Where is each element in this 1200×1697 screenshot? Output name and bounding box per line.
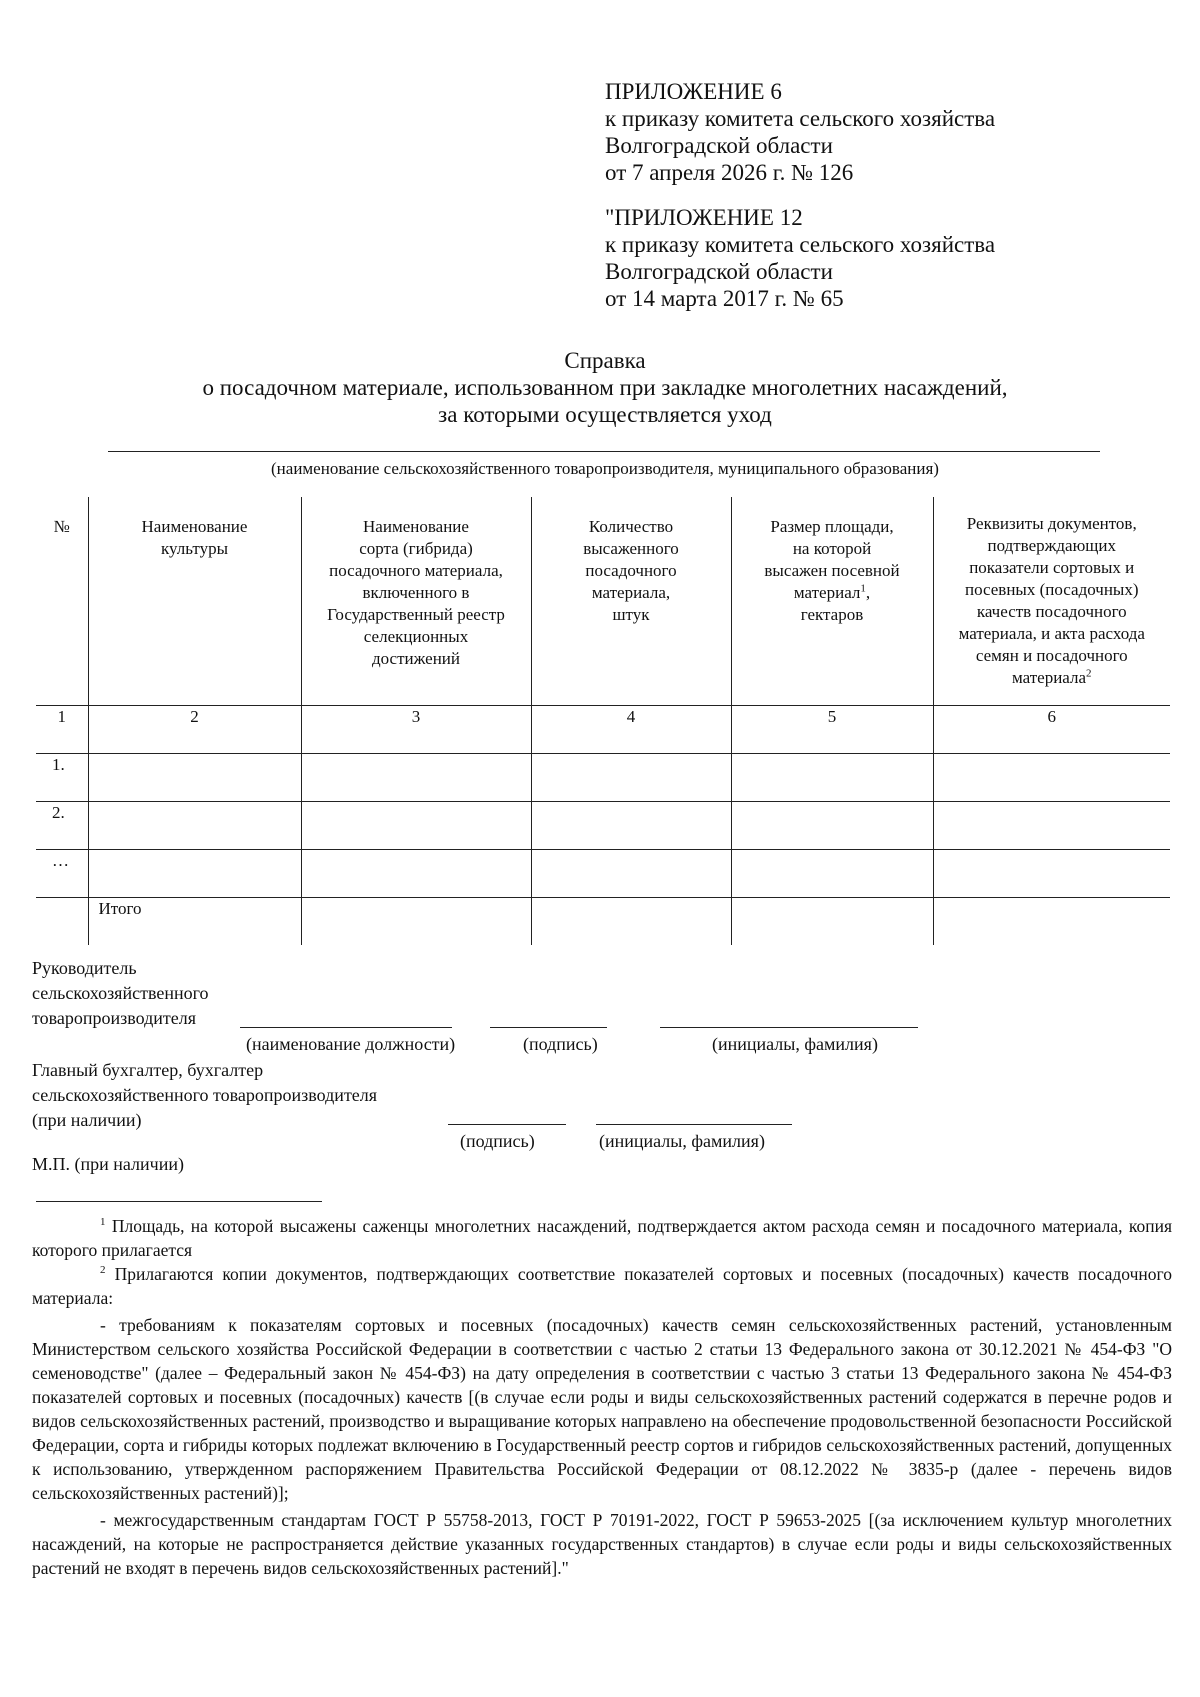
table-cell — [531, 802, 731, 850]
appendix-header — [605, 78, 995, 186]
name-line — [660, 1027, 918, 1028]
table-cell — [731, 898, 933, 946]
signer-title: Руководитель — [32, 958, 137, 978]
column-number: 5 — [731, 706, 933, 754]
header-cell: Количество высаженного посадочного материала, штук — [531, 497, 731, 706]
row-number: 2. — [36, 802, 88, 850]
position-line — [240, 1027, 452, 1028]
row-number: 1. — [36, 754, 88, 802]
name-caption: (инициалы, фамилия) — [599, 1131, 765, 1151]
table-cell — [933, 802, 1170, 850]
header-cell: Реквизиты документов, подтверждающих показатели сортовых и посевных (посадочных) качеств посадочного материала, и акта расхода семян и посадочного материала$^2$ — [933, 497, 1170, 706]
appendix-line: к приказу комитета сельского хозяйства — [605, 106, 996, 131]
table-cell — [88, 754, 301, 802]
row-number: … — [36, 850, 88, 898]
appendix-title: "ПРИЛОЖЕНИЕ 12 — [605, 205, 803, 230]
name-line — [596, 1124, 792, 1125]
document-title: Справка — [564, 348, 646, 373]
footnote-ref: 2 — [1086, 667, 1092, 680]
producer-name-line — [108, 451, 1100, 452]
table-row — [36, 802, 1170, 850]
column-number: 2 — [88, 706, 301, 754]
table-cell — [933, 850, 1170, 898]
header-cell: Размер площади, на которой высажен посевной материал$^1$, гектаров — [731, 497, 933, 706]
header-cell: Наименование культуры — [88, 497, 301, 706]
table-header-row — [36, 497, 1170, 706]
signature-line — [490, 1027, 607, 1028]
planting-material-table — [36, 497, 1170, 945]
column-number: 6 — [933, 706, 1170, 754]
table-cell — [531, 850, 731, 898]
document-subtitle: о посадочном материале, использованном при закладке многолетних насаждений, — [202, 375, 1008, 400]
footnote-item: - требованиям к показателям сортовых и посевных (посадочных) качеств семян сельскохозяйственных растений, установленным Министерством сельского хозяйства Российской Федерации в соответствии с частью 2 статьи 13 Федерального закона от 30.12.2021 № 454-ФЗ "О семеноводстве" (далее – Федеральный закон № 454-ФЗ) на дату определения в соответствии с частью 3 статьи 13 Федерального закона № 454-ФЗ показателей сортовых и посевных (посадочных) качеств [(в случае если роды и виды сельскохозяйственных растений содержатся в перечне родов и видов сельскохозяйственных растений, производство и выращивание которых направлено на обеспечение продовольственной безопасности Российской Федерации, сорта и гибриды которых подлежат включению в Государственный реестр сортов и гибридов сельскохозяйственных растений, допущенных к использованию, утвержденном распоряжением Правительства Российской Федерации от 08.12.2022 № 3835-р (далее - перечень видов сельскохозяйственных растений)]; — [32, 1315, 1172, 1503]
total-label: Итого — [88, 898, 301, 946]
name-caption: (инициалы, фамилия) — [712, 1034, 878, 1054]
appendix-date: от 14 марта 2017 г. № 65 — [605, 286, 844, 311]
appendix-line: к приказу комитета сельского хозяйства — [605, 232, 996, 257]
total-row — [36, 898, 1170, 946]
signer-title: сельскохозяйственного товаропроизводителя — [32, 1085, 378, 1105]
signer-title: Главный бухгалтер, бухгалтер — [32, 1060, 264, 1080]
header-cell: № — [36, 497, 88, 706]
column-number: 4 — [531, 706, 731, 754]
table-cell — [301, 754, 531, 802]
signature-line — [448, 1124, 566, 1125]
footnote-separator — [36, 1201, 322, 1202]
table-cell — [531, 754, 731, 802]
table-row — [36, 754, 1170, 802]
table-cell — [301, 898, 531, 946]
appendix-date: от 7 апреля 2026 г. № 126 — [605, 160, 854, 185]
signature-caption: (подпись) — [460, 1131, 535, 1151]
accountant-signature-block — [32, 1058, 377, 1133]
table-cell — [731, 802, 933, 850]
signer-title: сельскохозяйственного — [32, 983, 209, 1003]
table-cell — [731, 754, 933, 802]
column-number: 3 — [301, 706, 531, 754]
table-cell — [933, 754, 1170, 802]
footnotes — [32, 1214, 1172, 1580]
table-cell — [933, 898, 1170, 946]
appendix-line: Волгоградской области — [605, 259, 833, 284]
signer-title: (при наличии) — [32, 1110, 142, 1130]
header-cell: Наименование сорта (гибрида) посадочного материала, включенного в Государственный реестр селекционных достижений — [301, 497, 531, 706]
document-subtitle-cont: за которыми осуществляется уход — [438, 402, 772, 427]
footnote-1: $^1$ Площадь, на которой высажены саженцы многолетних насаждений, подтверждается актом расхода семян и посадочного материала, копия которого прилагается — [32, 1216, 1173, 1260]
table-cell — [731, 850, 933, 898]
footnote-item: - межгосударственным стандартам ГОСТ Р 55758-2013, ГОСТ Р 70191-2022, ГОСТ Р 59653-2025 [(за исключением культур многолетних насаждений, на которые не распространяется действие указанных государственных стандартов) в случае если роды и виды сельскохозяйственных растений не входят в перечень видов сельскохозяйственных растений]." — [32, 1510, 1172, 1578]
signature-caption: (подпись) — [523, 1034, 598, 1054]
stamp-label: М.П. (при наличии) — [32, 1154, 184, 1174]
table-cell — [88, 850, 301, 898]
appendix-title: ПРИЛОЖЕНИЕ 6 — [605, 79, 782, 104]
head-signature-block — [32, 956, 209, 1031]
signer-title: товаропроизводителя — [32, 1008, 197, 1028]
footnote-2: $^2$ Прилагаются копии документов, подтверждающих соответствие показателей сортовых и посевных (посадочных) качеств посадочного материала: — [32, 1264, 1173, 1308]
table-cell — [531, 898, 731, 946]
table-cell — [301, 850, 531, 898]
table-cell — [88, 802, 301, 850]
footnote-ref: 1 — [860, 582, 866, 595]
appendix-line: Волгоградской области — [605, 133, 833, 158]
position-caption: (наименование должности) — [246, 1034, 456, 1054]
producer-caption: (наименование сельскохозяйственного товаропроизводителя, муниципального образования) — [271, 459, 939, 478]
table-cell — [301, 802, 531, 850]
column-number-row — [36, 706, 1170, 754]
table-row — [36, 850, 1170, 898]
table-cell — [36, 898, 88, 946]
column-number: 1 — [36, 706, 88, 754]
original-appendix-header — [605, 204, 995, 312]
